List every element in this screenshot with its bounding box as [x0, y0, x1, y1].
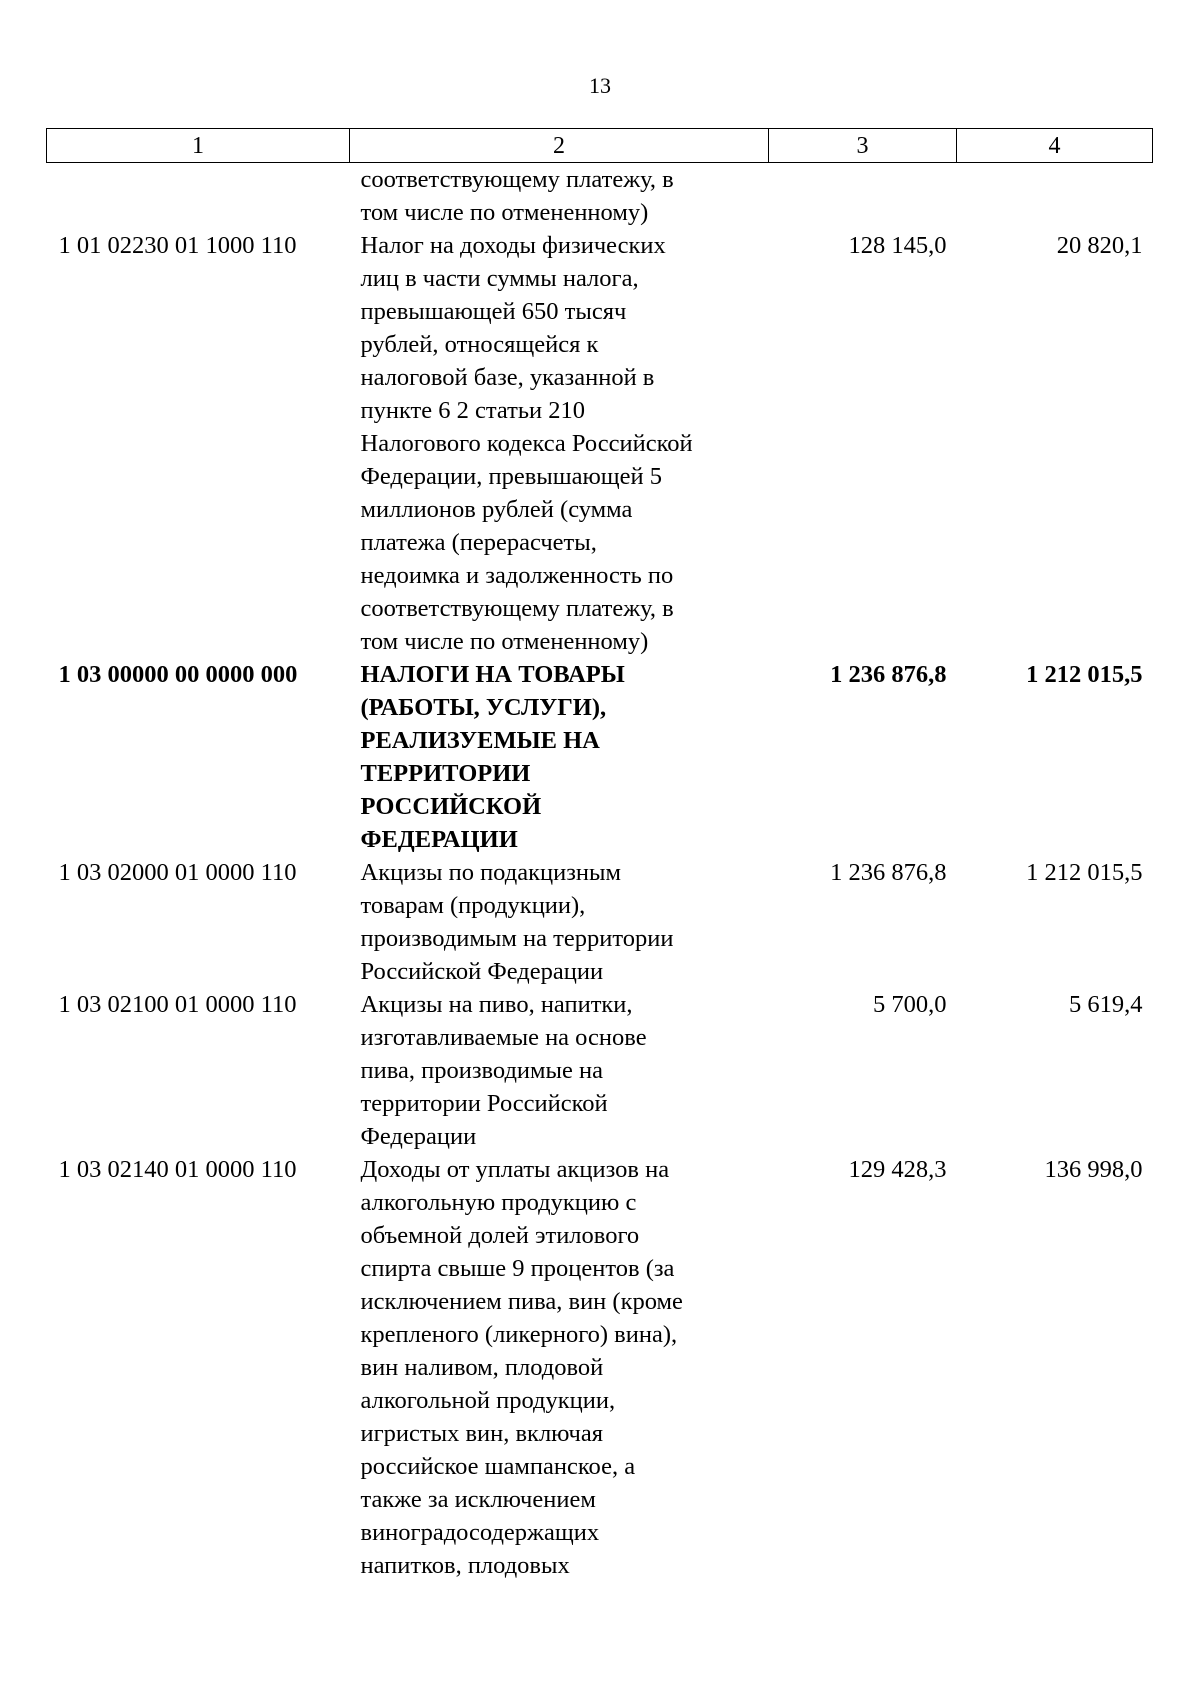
revenue-name-line: соответствующему платежу, в	[360, 595, 674, 622]
revenue-name-line: РЕАЛИЗУЕМЫЕ НА	[360, 727, 600, 754]
revenue-name-line: виноградосодержащих	[360, 1519, 600, 1546]
revenue-name-cell	[350, 1153, 769, 1582]
revenue-name-line: Российской Федерации	[360, 958, 604, 985]
revenue-name-line: Акцизы на пиво, напитки,	[360, 991, 633, 1018]
amount-col4-cell	[957, 163, 1153, 230]
revenue-name-line: лиц в части суммы налога,	[360, 265, 639, 292]
revenue-name-line: ФЕДЕРАЦИИ	[360, 826, 518, 853]
revenue-name-line: платежа (перерасчеты,	[360, 529, 597, 556]
amount-col3-cell: 5 700,0	[873, 991, 947, 1018]
revenue-name-line: НАЛОГИ НА ТОВАРЫ	[360, 661, 625, 688]
revenue-name-line: превышающей 650 тысяч	[360, 298, 627, 325]
revenue-name-line: производимым на территории	[360, 925, 674, 952]
revenue-name-line: объемной долей этилового	[360, 1222, 640, 1249]
table-body	[47, 163, 1153, 1583]
budget-code-cell	[47, 163, 350, 230]
revenue-name-cell	[350, 163, 769, 230]
table-header-row	[47, 129, 1153, 163]
amount-col4-cell: 20 820,1	[1056, 232, 1143, 259]
revenue-name-line: налоговой базе, указанной в	[360, 364, 655, 391]
revenue-name-cell	[350, 988, 769, 1153]
revenue-name-line: алкогольной продукции,	[360, 1387, 616, 1414]
revenue-name-line: недоимка и задолженность по	[360, 562, 674, 589]
budget-code-cell: 1 01 02230 01 1000 110	[58, 232, 297, 259]
revenue-name-cell	[350, 658, 769, 856]
revenue-name-line: том числе по отмененному)	[360, 628, 649, 655]
revenue-name-line: Федерации	[360, 1123, 477, 1150]
revenue-name-cell	[350, 856, 769, 988]
revenue-name-line: вин наливом, плодовой	[360, 1354, 604, 1381]
table-row	[47, 163, 1153, 230]
revenue-name-line: ТЕРРИТОРИИ	[360, 760, 531, 787]
revenue-name-line: Налог на доходы физических	[360, 232, 666, 259]
revenue-name-line: напитков, плодовых	[360, 1552, 570, 1579]
revenue-name-line: игристых вин, включая	[360, 1420, 604, 1447]
revenue-name-line: Налогового кодекса Российской	[360, 430, 693, 457]
column-header-4: 4	[957, 129, 1153, 163]
revenue-name-line: (РАБОТЫ, УСЛУГИ),	[360, 694, 607, 721]
revenue-name-line: соответствующему платежу, в	[360, 166, 674, 193]
amount-col3-cell: 128 145,0	[848, 232, 947, 259]
amount-col3-cell: 1 236 876,8	[830, 859, 947, 886]
revenue-name-line: рублей, относящейся к	[360, 331, 599, 358]
revenue-name-line: РОССИЙСКОЙ	[360, 793, 542, 820]
revenue-name-line: товарам (продукции),	[360, 892, 586, 919]
revenue-name-line: Акцизы по подакцизным	[360, 859, 621, 886]
page-number: 13	[589, 73, 611, 98]
revenue-name-line: пункте 6 2 статьи 210	[360, 397, 585, 424]
table-row	[47, 856, 1153, 988]
revenue-name-line: миллионов рублей (сумма	[360, 496, 633, 523]
amount-col4-cell: 5 619,4	[1069, 991, 1143, 1018]
amount-col3-cell: 1 236 876,8	[830, 661, 947, 688]
budget-code-cell: 1 03 00000 00 0000 000	[58, 661, 298, 688]
revenue-name-line: изготавливаемые на основе	[360, 1024, 647, 1051]
revenue-name-line: алкогольную продукцию с	[360, 1189, 637, 1216]
revenue-name-line: Доходы от уплаты акцизов на	[360, 1156, 670, 1183]
column-header-1: 1	[47, 129, 350, 163]
column-header-3: 3	[769, 129, 957, 163]
revenue-name-line: территории Российской	[360, 1090, 608, 1117]
budget-code-cell: 1 03 02140 01 0000 110	[58, 1156, 297, 1183]
column-header-2: 2	[350, 129, 769, 163]
revenue-table	[46, 128, 1153, 1582]
revenue-name-line: спирта свыше 9 процентов (за	[360, 1255, 675, 1282]
budget-code-cell: 1 03 02000 01 0000 110	[58, 859, 297, 886]
revenue-name-line: том числе по отмененному)	[360, 199, 649, 226]
table-row	[47, 1153, 1153, 1582]
budget-code-cell: 1 03 02100 01 0000 110	[58, 991, 297, 1018]
amount-col3-cell	[769, 163, 957, 230]
amount-col4-cell: 136 998,0	[1044, 1156, 1143, 1183]
revenue-name-cell	[350, 229, 769, 658]
revenue-name-line: пива, производимые на	[360, 1057, 603, 1084]
table-row	[47, 658, 1153, 856]
revenue-name-line: российское шампанское, а	[360, 1453, 636, 1480]
amount-col4-cell: 1 212 015,5	[1026, 661, 1143, 688]
table-row	[47, 988, 1153, 1153]
table-row	[47, 229, 1153, 658]
revenue-name-line: исключением пива, вин (кроме	[360, 1288, 683, 1315]
revenue-name-line: Федерации, превышающей 5	[360, 463, 662, 490]
revenue-name-line: крепленого (ликерного) вина),	[360, 1321, 678, 1348]
amount-col3-cell: 129 428,3	[848, 1156, 947, 1183]
amount-col4-cell: 1 212 015,5	[1026, 859, 1143, 886]
revenue-name-line: также за исключением	[360, 1486, 596, 1513]
